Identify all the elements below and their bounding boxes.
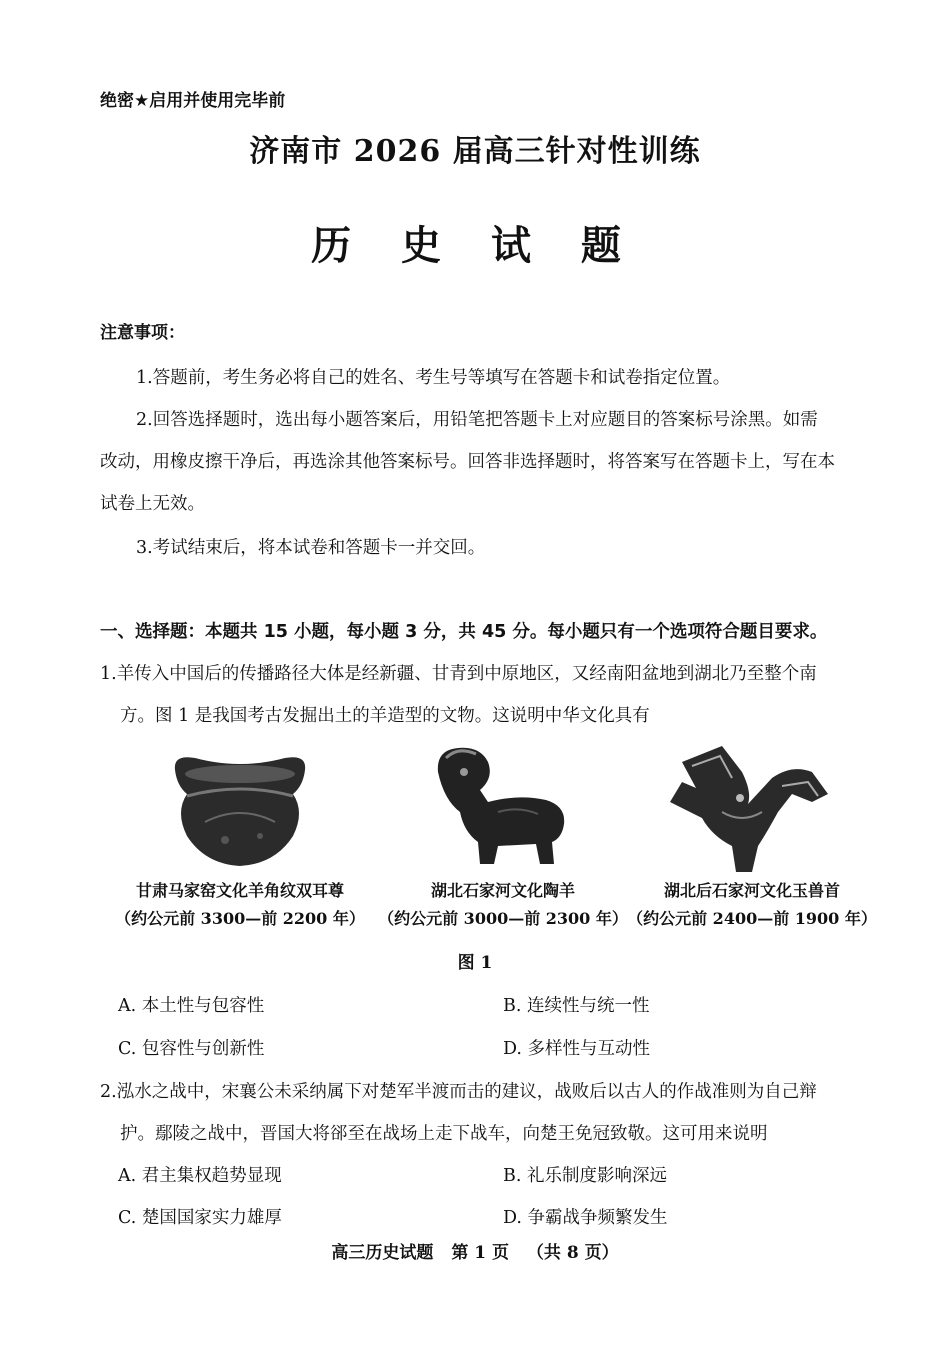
notice-line-3: 改动，用橡皮擦干净后，再选涂其他答案标号。回答非选择题时，将答案写在答题卡上，写在本	[100, 452, 835, 472]
footer-page-number: 第 1 页	[451, 1243, 509, 1263]
subject-title: 历 史 试 题	[311, 222, 639, 269]
q2-stem-line-2: 护。鄢陵之战中，晋国大将郤至在战场上走下战车，向楚王免冠致敬。这可用来说明	[120, 1124, 768, 1144]
q2-option-d[interactable]: D. 争霸战争频繁发生	[503, 1208, 668, 1228]
figure-1-caption	[110, 877, 370, 933]
q1-stem-line-2: 方。图 1 是我国考古发掘出土的羊造型的文物。这说明中华文化具有	[120, 706, 650, 726]
figure-label: 图 1	[457, 953, 493, 973]
jade-beast-head-image	[662, 742, 832, 876]
footer-total-pages: （共 8 页）	[526, 1243, 619, 1263]
notice-line-1: 1.答题前，考生务必将自己的姓名、考生号等填写在答题卡和试卷指定位置。	[136, 368, 731, 388]
notice-line-5: 3.考试结束后，将本试卷和答题卡一并交回。	[136, 538, 486, 558]
figure-3-caption-date: （约公元前 2400—前 1900 年）	[627, 909, 877, 928]
notice-heading: 注意事项：	[100, 323, 185, 343]
notice-line-4: 试卷上无效。	[100, 494, 205, 514]
figure-2-caption-name: 湖北石家河文化陶羊	[430, 881, 575, 900]
confidential-mark: 绝密★启用并使用完毕前	[100, 91, 286, 111]
q2-option-b[interactable]: B. 礼乐制度影响深远	[503, 1166, 667, 1186]
figure-3-caption-name: 湖北后石家河文化玉兽首	[663, 881, 840, 900]
q2-stem-line-1: 2.泓水之战中，宋襄公未采纳属下对楚军半渡而击的建议，战败后以古人的作战准则为自己辩	[100, 1082, 817, 1102]
pottery-jar-image	[165, 752, 315, 870]
figure-2-caption	[372, 877, 634, 933]
q1-option-a[interactable]: A. 本土性与包容性	[118, 996, 265, 1016]
q2-option-a[interactable]: A. 君主集权趋势显现	[118, 1166, 282, 1186]
pottery-sheep-image	[418, 742, 573, 868]
figure-3-caption	[620, 877, 884, 933]
q2-option-c[interactable]: C. 楚国国家实力雄厚	[118, 1208, 282, 1228]
footer-subject: 高三历史试题	[331, 1243, 434, 1263]
page-footer	[0, 1238, 950, 1263]
q1-stem-line-1: 1.羊传入中国后的传播路径大体是经新疆、甘青到中原地区，又经南阳盆地到湖北乃至整个南	[100, 664, 817, 684]
section-heading: 一、选择题：本题共 15 小题，每小题 3 分，共 45 分。每小题只有一个选项符合题目要求。	[100, 622, 828, 642]
q1-option-c[interactable]: C. 包容性与创新性	[118, 1039, 265, 1059]
figure-2-caption-date: （约公元前 3000—前 2300 年）	[378, 909, 628, 928]
figure-1-caption-date: （约公元前 3300—前 2200 年）	[115, 909, 365, 928]
notice-line-2: 2.回答选择题时，选出每小题答案后，用铅笔把答题卡上对应题目的答案标号涂黑。如需	[136, 410, 818, 430]
q1-option-b[interactable]: B. 连续性与统一性	[503, 996, 650, 1016]
figure-1-caption-name: 甘肃马家窑文化羊角纹双耳尊	[135, 881, 344, 900]
q1-option-d[interactable]: D. 多样性与互动性	[503, 1039, 651, 1059]
exam-title: 济南市 2026 届高三针对性训练	[249, 134, 701, 169]
